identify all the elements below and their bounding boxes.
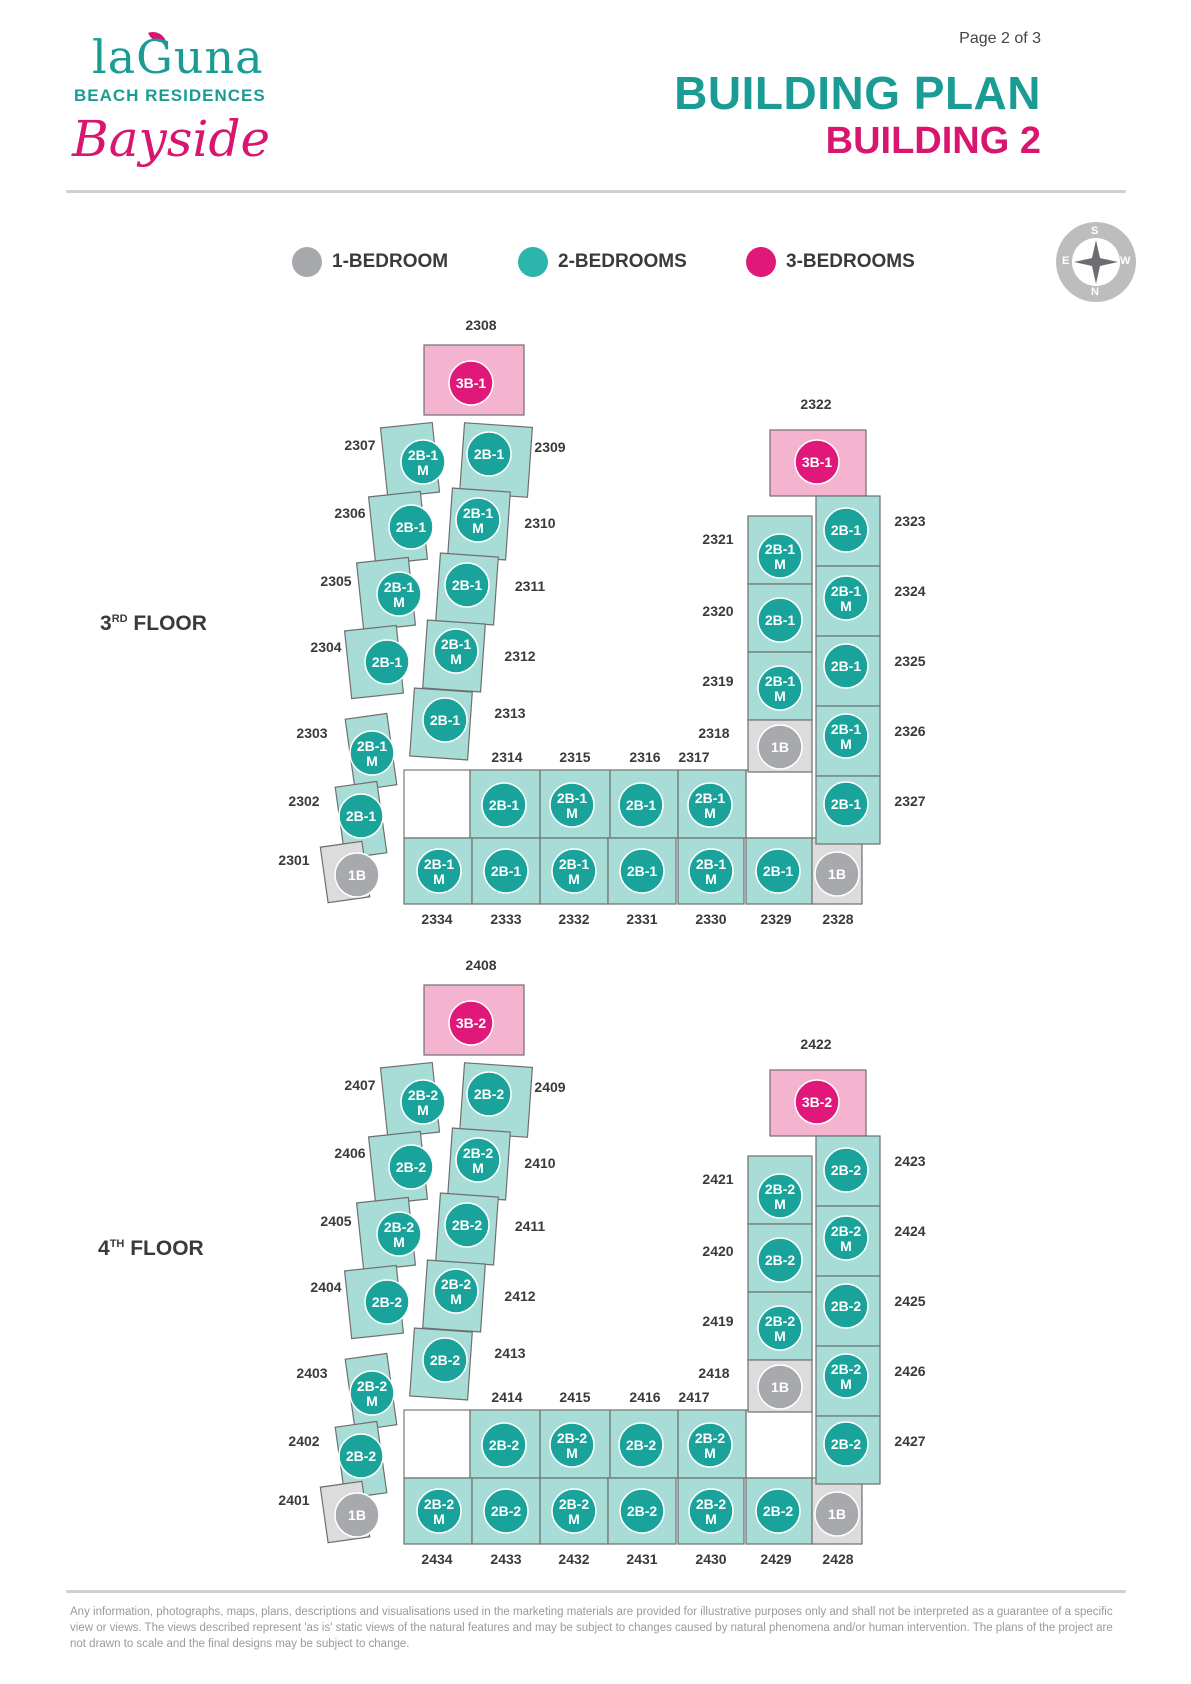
unit-type-suffix: M [472,1160,484,1176]
stair-core [404,1410,470,1478]
unit-number: 2428 [822,1551,854,1567]
unit-type-label: 2B-2 [556,1430,588,1446]
unit-2408[interactable] [424,957,524,1055]
unit-number: 2409 [534,1079,566,1095]
unit-number: 2404 [310,1279,342,1295]
unit-2404[interactable] [310,1265,409,1338]
unit-number: 2422 [800,1036,832,1052]
unit-type-suffix: M [450,651,462,667]
unit-type-label: 2B-2 [830,1361,862,1377]
unit-number: 2317 [678,749,710,765]
unit-number: 2331 [626,911,658,927]
unit-type-label: 2B-2 [407,1087,439,1103]
unit-type-label: 2B-1 [462,505,494,521]
unit-type-label: 2B-2 [830,1223,862,1239]
unit-number: 2401 [278,1492,310,1508]
unit-type-label: 2B-2 [429,1352,461,1368]
unit-type-label: 2B-2 [764,1252,796,1268]
unit-2414[interactable] [470,1389,540,1478]
unit-number: 2334 [421,911,453,927]
unit-number: 2307 [344,437,376,453]
unit-type-suffix: M [840,736,852,752]
unit-2319[interactable] [702,652,812,720]
unit-number: 2417 [678,1389,710,1405]
unit-type-label: 2B-2 [490,1503,522,1519]
unit-number: 2434 [421,1551,453,1567]
unit-number: 2323 [894,513,926,529]
unit-number: 2328 [822,911,854,927]
unit-type-label: 2B-1 [356,738,388,754]
floor-label-3rd: 3RD FLOOR [100,612,207,635]
legend-label: 2-BEDROOMS [558,251,687,272]
unit-type-label: 2B-1 [423,856,455,872]
unit-2304[interactable] [310,625,409,698]
unit-type-label: 2B-2 [695,1496,727,1512]
unit-type-label: 2B-2 [626,1503,658,1519]
unit-type-label: 2B-1 [830,658,862,674]
unit-number: 2325 [894,653,926,669]
unit-2422[interactable] [770,1036,866,1136]
unit-number: 2424 [894,1223,926,1239]
unit-2334[interactable] [404,838,472,927]
unit-number: 2416 [629,1389,661,1405]
unit-type-label: 2B-2 [345,1448,377,1464]
unit-number: 2431 [626,1551,658,1567]
unit-number: 2419 [702,1313,734,1329]
unit-number: 2333 [490,911,522,927]
unit-type-suffix: M [566,1445,578,1461]
unit-type-label: 2B-2 [762,1503,794,1519]
unit-type-label: 2B-1 [830,721,862,737]
unit-number: 2322 [800,396,832,412]
unit-2330[interactable] [678,838,744,927]
unit-type-suffix: M [774,688,786,704]
unit-number: 2319 [702,673,734,689]
unit-type-label: 2B-2 [383,1219,415,1235]
unit-2305[interactable] [320,557,421,630]
unit-number: 2420 [702,1243,734,1259]
unit-number: 2316 [629,749,661,765]
unit-2331[interactable] [608,838,676,927]
unit-type-label: 3B-2 [455,1015,487,1031]
unit-2434[interactable] [404,1478,472,1567]
legend-label: 1-BEDROOM [332,251,449,272]
unit-type-label: 3B-2 [801,1094,833,1110]
unit-number: 2329 [760,911,792,927]
unit-type-suffix: M [417,1102,429,1118]
unit-type-label: 2B-2 [451,1217,483,1233]
unit-type-label: 2B-2 [488,1437,520,1453]
unit-type-label: 2B-1 [830,522,862,538]
unit-type-label: 2B-2 [694,1430,726,1446]
floor-label-4th: 4TH FLOOR [98,1237,204,1260]
stair-core [746,770,812,838]
unit-type-label: 1B [771,1379,789,1395]
unit-2428[interactable] [812,1478,862,1567]
page-title: BUILDING PLAN [674,67,1041,119]
unit-type-label: 2B-1 [626,863,658,879]
unit-type-label: 2B-1 [473,446,505,462]
unit-number: 2315 [559,749,591,765]
unit-type-label: 2B-1 [407,447,439,463]
unit-type-suffix: M [705,1511,717,1527]
unit-type-label: 2B-1 [371,654,403,670]
unit-number: 2313 [494,705,526,721]
logo-script: Bayside [72,110,271,168]
unit-number: 2432 [558,1551,590,1567]
unit-type-label: 2B-2 [423,1496,455,1512]
unit-2410[interactable] [448,1128,556,1200]
unit-number: 2311 [514,578,546,594]
unit-2323[interactable] [816,496,926,566]
unit-type-label: 2B-2 [830,1162,862,1178]
unit-2317[interactable] [678,749,746,838]
unit-number: 2414 [491,1389,523,1405]
unit-number: 2418 [698,1365,730,1381]
unit-2423[interactable] [816,1136,926,1206]
unit-type-label: 2B-2 [558,1496,590,1512]
unit-number: 2429 [760,1551,792,1567]
unit-number: 2411 [514,1218,546,1234]
unit-type-label: 2B-1 [764,612,796,628]
unit-type-label: 2B-1 [488,797,520,813]
unit-type-label: 1B [828,1506,846,1522]
unit-2417[interactable] [678,1389,746,1478]
unit-type-label: 2B-1 [440,636,472,652]
unit-type-label: 2B-1 [345,808,377,824]
unit-number: 2426 [894,1363,926,1379]
unit-2409[interactable] [460,1063,566,1138]
unit-2307[interactable] [344,422,445,497]
unit-number: 2410 [524,1155,556,1171]
unit-number: 2306 [334,505,366,521]
unit-number: 2308 [465,317,497,333]
unit-number: 2304 [310,639,342,655]
unit-type-label: 2B-1 [558,856,590,872]
unit-type-label: 2B-1 [556,790,588,806]
unit-number: 2425 [894,1293,926,1309]
unit-2320[interactable] [702,584,812,652]
unit-type-label: 2B-2 [473,1086,505,1102]
unit-type-label: 2B-1 [490,863,522,879]
unit-type-suffix: M [566,805,578,821]
unit-type-label: 2B-2 [764,1313,796,1329]
unit-type-suffix: M [472,520,484,536]
unit-type-label: 2B-2 [371,1294,403,1310]
unit-2412[interactable] [423,1260,536,1332]
compass-bottom-letter: N [1091,286,1099,298]
unit-type-label: 2B-1 [764,541,796,557]
unit-type-suffix: M [393,1234,405,1250]
unit-type-label: 2B-1 [830,583,862,599]
unit-2312[interactable] [423,620,536,692]
unit-2429[interactable] [746,1478,812,1567]
logo-subtitle: BEACH RESIDENCES [74,86,266,105]
unit-type-suffix: M [433,871,445,887]
unit-2420[interactable] [702,1224,812,1292]
unit-type-suffix: M [417,462,429,478]
unit-2329[interactable] [746,838,812,927]
unit-number: 2302 [288,793,320,809]
unit-2324[interactable] [816,566,926,636]
unit-type-suffix: M [366,753,378,769]
stair-core [404,770,470,838]
unit-type-suffix: M [840,598,852,614]
page-subtitle: BUILDING 2 [825,120,1041,162]
unit-type-label: 2B-2 [395,1159,427,1175]
unit-number: 2403 [296,1365,328,1381]
unit-type-label: 2B-2 [830,1298,862,1314]
unit-2403[interactable] [296,1353,396,1430]
unit-number: 2314 [491,749,523,765]
unit-2430[interactable] [678,1478,744,1567]
unit-2306[interactable] [334,491,433,564]
unit-type-suffix: M [774,1328,786,1344]
unit-number: 2402 [288,1433,320,1449]
unit-number: 2326 [894,723,926,739]
unit-type-suffix: M [704,805,716,821]
unit-type-label: 2B-1 [695,856,727,872]
unit-type-label: 2B-1 [451,577,483,593]
unit-type-label: 2B-1 [762,863,794,879]
unit-number: 2405 [320,1213,352,1229]
unit-number: 2321 [702,531,734,547]
unit-type-label: 2B-1 [395,519,427,535]
unit-type-label: 1B [828,866,846,882]
unit-number: 2430 [695,1551,727,1567]
unit-number: 2303 [296,725,328,741]
unit-number: 2324 [894,583,926,599]
unit-2405[interactable] [320,1197,421,1270]
unit-type-label: 1B [348,1507,366,1523]
unit-type-label: 3B-1 [801,454,833,470]
unit-number: 2433 [490,1551,522,1567]
unit-2421[interactable] [702,1156,812,1224]
unit-2316[interactable] [610,749,678,838]
disclaimer: Any information, photographs, maps, plans, descriptions and visualisations used in the marketing materials are provided for illustrative purposes only and shall not be interpreted as a guarantee of a specific view or views. The views described represent 'as is' static views of the natural features and may be subject to changes caused by natural phenomena and/or human intervention. The plans of the project are not drawn to scale and the final designs may be subject to change. [70,1606,1113,1650]
unit-2416[interactable] [610,1389,678,1478]
compass-top-letter: S [1091,225,1099,237]
unit-2308[interactable] [424,317,524,415]
unit-2322[interactable] [770,396,866,496]
unit-type-label: 3B-1 [455,375,487,391]
unit-2310[interactable] [448,488,556,560]
unit-2415[interactable] [540,1389,610,1478]
unit-2309[interactable] [460,423,566,498]
unit-number: 2415 [559,1389,591,1405]
unit-number: 2407 [344,1077,376,1093]
unit-2406[interactable] [334,1131,433,1204]
unit-2407[interactable] [344,1062,445,1137]
unit-2426[interactable] [816,1346,926,1416]
unit-2314[interactable] [470,749,540,838]
unit-2328[interactable] [812,838,862,927]
unit-2424[interactable] [816,1206,926,1276]
unit-number: 2412 [504,1288,536,1304]
unit-2315[interactable] [540,749,610,838]
unit-2427[interactable] [816,1416,926,1484]
unit-type-label: 2B-1 [625,797,657,813]
footer-divider [66,1590,1126,1593]
unit-type-label: 1B [771,739,789,755]
unit-number: 2309 [534,439,566,455]
unit-2325[interactable] [816,636,926,706]
unit-type-suffix: M [393,594,405,610]
unit-type-suffix: M [366,1393,378,1409]
unit-type-label: 2B-2 [830,1436,862,1452]
compass-left-letter: E [1062,255,1070,267]
unit-2425[interactable] [816,1276,926,1346]
unit-number: 2421 [702,1171,734,1187]
unit-type-label: 2B-2 [462,1145,494,1161]
unit-number: 2413 [494,1345,526,1361]
unit-type-label: 2B-2 [440,1276,472,1292]
unit-2432[interactable] [540,1478,608,1567]
unit-number: 2332 [558,911,590,927]
unit-number: 2305 [320,573,352,589]
unit-type-label: 2B-1 [383,579,415,595]
unit-2318[interactable] [698,720,812,772]
unit-type-suffix: M [450,1291,462,1307]
unit-2419[interactable] [702,1292,812,1360]
unit-type-label: 2B-1 [830,796,862,812]
legend-label: 3-BEDROOMS [786,251,915,272]
unit-number: 2301 [278,852,310,868]
unit-number: 2312 [504,648,536,664]
unit-number: 2320 [702,603,734,619]
unit-type-label: 2B-2 [764,1181,796,1197]
unit-type-label: 2B-1 [764,673,796,689]
unit-2418[interactable] [698,1360,812,1412]
unit-number: 2406 [334,1145,366,1161]
unit-number: 2318 [698,725,730,741]
unit-type-suffix: M [774,556,786,572]
unit-type-suffix: M [568,871,580,887]
unit-type-label: 2B-1 [694,790,726,806]
compass-right-letter: W [1120,255,1131,267]
unit-2326[interactable] [816,706,926,776]
unit-type-label: 1B [348,867,366,883]
unit-2321[interactable] [702,516,812,584]
floor-plan-3rd [278,317,925,927]
unit-number: 2427 [894,1433,926,1449]
unit-type-suffix: M [774,1196,786,1212]
unit-type-label: 2B-2 [625,1437,657,1453]
unit-type-suffix: M [704,1445,716,1461]
unit-type-suffix: M [568,1511,580,1527]
unit-2431[interactable] [608,1478,676,1567]
unit-number: 2327 [894,793,926,809]
unit-type-label: 2B-2 [356,1378,388,1394]
stair-core [746,1410,812,1478]
unit-2303[interactable] [296,713,396,790]
page-number: Page 2 of 3 [959,30,1041,47]
logo-wordmark: laGuna [92,30,264,84]
unit-2433[interactable] [472,1478,540,1567]
unit-2311[interactable] [436,553,546,625]
unit-type-suffix: M [705,871,717,887]
unit-2333[interactable] [472,838,540,927]
floor-plan-4th [278,957,925,1567]
unit-number: 2310 [524,515,556,531]
unit-number: 2408 [465,957,497,973]
unit-2411[interactable] [436,1193,546,1265]
unit-type-suffix: M [840,1376,852,1392]
unit-type-suffix: M [433,1511,445,1527]
unit-number: 2330 [695,911,727,927]
unit-type-suffix: M [840,1238,852,1254]
unit-2332[interactable] [540,838,608,927]
unit-2327[interactable] [816,776,926,844]
unit-number: 2423 [894,1153,926,1169]
unit-type-label: 2B-1 [429,712,461,728]
